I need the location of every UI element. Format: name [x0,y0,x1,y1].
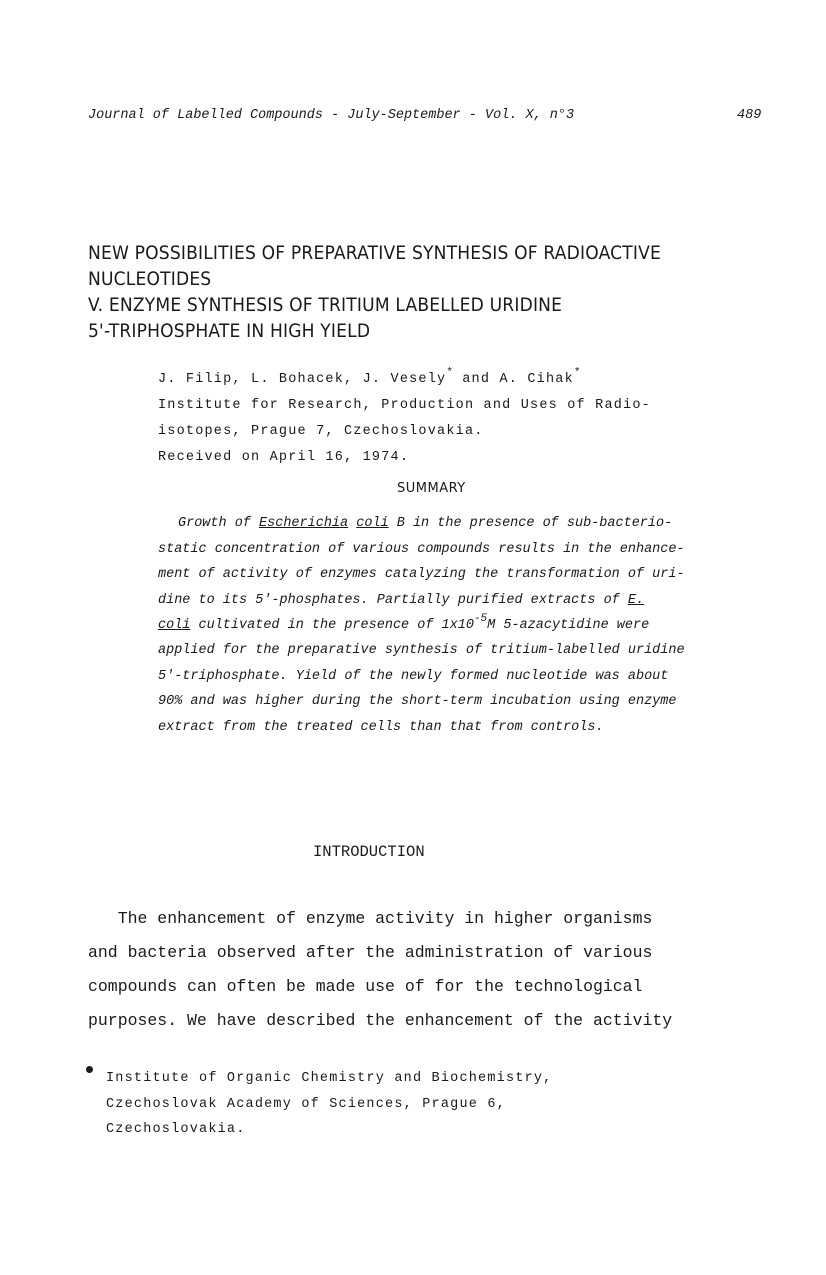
summary-line: Growth of Escherichia coli B in the presence of sub-bacterio- [178,516,673,531]
journal-header: Journal of Labelled Compounds - July-September - Vol. X, n°3 [88,108,575,123]
summary-line: applied for the preparative synthesis of tritium-labelled uridine [158,643,685,658]
summary-line: static concentration of various compounds results in the enhance- [158,542,685,557]
footnote-bullet-icon [86,1066,93,1073]
body-line: and bacteria observed after the administration of various [88,943,653,962]
species-name: Escherichia [259,516,349,531]
summary-line: extract from the treated cells than that from controls. [158,720,604,735]
footnote-line: Czechoslovak Academy of Sciences, Prague 6, [106,1097,506,1112]
summary-line: coli cultivated in the presence of $1x10^{-5}M$ 5-azacytidine were [158,613,650,633]
summary-line: 90% and was higher during the short-term incubation using enzyme [158,694,677,709]
footnote-mark: * [573,367,581,379]
summary-line: ment of activity of enzymes catalyzing the transformation of uri- [158,567,685,582]
body-line: compounds can often be made use of for the technological [88,977,643,996]
title-line: 5'-TRIPHOSPHATE IN HIGH YIELD [88,320,371,342]
authors-text: J. Filip, L. Bohacek, J. Vesely [158,372,447,387]
title-line: V. ENZYME SYNTHESIS OF TRITIUM LABELLED URIDINE [88,294,563,316]
page-number: 489 [737,108,762,123]
summary-line: dine to its 5'-phosphates. Partially purified extracts of E. [158,593,645,608]
title-line: NUCLEOTIDES [88,268,212,290]
affiliation-line: Institute for Research, Production and Uses of Radio- [158,398,651,413]
species-name: coli [158,618,191,633]
author-list [158,367,581,387]
footnote-mark: * [446,367,453,379]
received-date: Received on April 16, 1974. [158,450,410,465]
species-abbrev: E. [627,593,645,608]
exponent: -5 [473,613,488,625]
body-line: purposes. We have described the enhancement of the activity [88,1011,673,1030]
affiliation-line: isotopes, Prague 7, Czechoslovakia. [158,424,484,439]
authors-text: and A. Cihak [452,372,574,387]
title-line: NEW POSSIBILITIES OF PREPARATIVE SYNTHESIS OF RADIOACTIVE [88,242,661,264]
footnote-line: Czechoslovakia. [106,1122,246,1137]
summary-heading: SUMMARY [397,481,466,496]
summary-line: 5'-triphosphate. Yield of the newly formed nucleotide was about [158,669,669,684]
species-name: coli [356,516,389,531]
body-line: The enhancement of enzyme activity in higher organisms [88,909,653,928]
section-heading: INTRODUCTION [313,843,425,861]
footnote-line: Institute of Organic Chemistry and Biochemistry, [106,1071,553,1086]
